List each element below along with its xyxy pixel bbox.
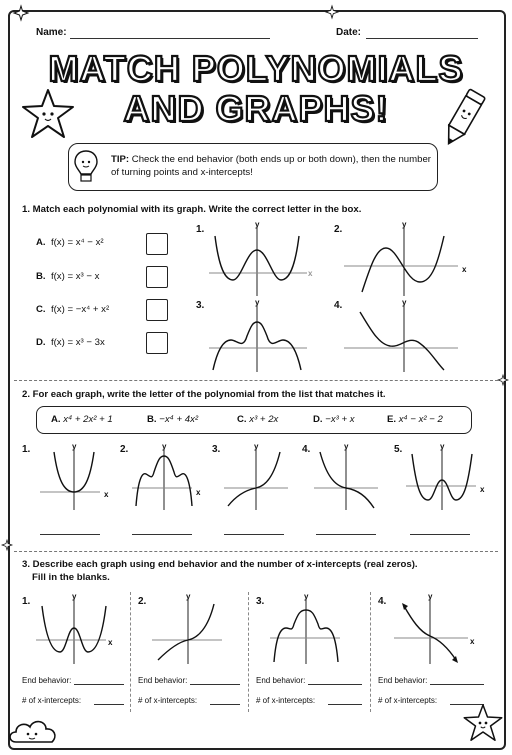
graph-s2-1 [38, 440, 114, 512]
option-b [147, 414, 198, 425]
y-axis-label: y [402, 298, 407, 307]
item-letter: A. [36, 237, 46, 248]
end-behavior-label: End behavior: [22, 676, 72, 685]
column-divider [370, 592, 371, 712]
answer-line[interactable] [40, 534, 100, 535]
item-d [36, 337, 105, 348]
intercepts-label: # of x-intercepts: [378, 696, 438, 705]
graph-number: 2. [334, 224, 343, 235]
y-axis-label: y [255, 298, 260, 307]
option-expr: x⁴ − x² − 2 [398, 414, 443, 425]
graph-s3-2 [150, 590, 236, 668]
item-expr: f(x) = x⁴ − x² [50, 237, 104, 248]
y-axis-label: y [72, 592, 77, 601]
section2-heading: 2. For each graph, write the letter of the polynomial from the list that matches it. [22, 389, 386, 400]
y-axis-label: y [186, 592, 191, 601]
intercepts-label: # of x-intercepts: [256, 696, 316, 705]
graph-2 [340, 218, 470, 298]
option-c [237, 414, 278, 425]
date-label: Date: [336, 27, 362, 38]
intercepts-label: # of x-intercepts: [138, 696, 198, 705]
intercepts-field[interactable] [328, 704, 362, 705]
title-line-1: MATCH POLYNOMIALS [48, 48, 464, 89]
answer-line[interactable] [224, 534, 284, 535]
item-letter: D. [36, 337, 46, 348]
y-axis-label: y [344, 442, 349, 451]
tip-label: TIP: [111, 154, 130, 165]
graph-number: 2. [120, 444, 129, 455]
graph-s2-4 [312, 440, 388, 512]
graph-number: 1. [22, 444, 31, 455]
graph-3 [205, 296, 315, 376]
answer-box-d[interactable] [146, 332, 168, 354]
y-axis-label: y [162, 442, 167, 451]
option-expr: x⁴ + 2x² + 1 [63, 414, 113, 425]
graph-4 [340, 296, 470, 376]
answer-line[interactable] [410, 534, 470, 535]
option-e [387, 414, 443, 425]
end-behavior-field[interactable] [74, 684, 124, 685]
item-b [36, 271, 99, 282]
answer-line[interactable] [132, 534, 192, 535]
option-d [313, 414, 355, 425]
end-behavior-label: End behavior: [378, 676, 428, 685]
graph-1 [205, 218, 315, 298]
tip-text: Check the end behavior (both ends up or both down), then the number of turning points and x-intercepts! [111, 154, 431, 178]
x-axis-label: x [470, 637, 475, 646]
graph-number: 3. [196, 300, 205, 311]
x-axis-label: x [196, 488, 201, 497]
graph-number: 4. [334, 300, 343, 311]
graph-s3-1 [34, 590, 120, 668]
tip-box [68, 143, 438, 191]
name-field[interactable] [70, 38, 270, 39]
y-axis-label: y [255, 220, 260, 229]
option-letter: E. [387, 414, 397, 425]
x-axis-label: x [308, 269, 313, 278]
option-a [51, 414, 113, 425]
item-letter: C. [36, 304, 46, 315]
x-axis-label: x [480, 485, 485, 494]
end-behavior-field[interactable] [190, 684, 240, 685]
column-divider [130, 592, 131, 712]
star-decoration-icon [326, 6, 338, 18]
y-axis-label: y [440, 442, 445, 451]
y-axis-label: y [428, 592, 433, 601]
graph-s3-4 [390, 590, 486, 668]
graph-number: 4. [378, 596, 387, 607]
graph-number: 4. [302, 444, 311, 455]
item-c [36, 304, 109, 315]
intercepts-label: # of x-intercepts: [22, 696, 82, 705]
star-mascot-icon [462, 702, 504, 744]
y-axis-label: y [402, 220, 407, 229]
option-expr: −x³ + x [325, 414, 355, 425]
graph-number: 1. [196, 224, 205, 235]
title-line-2: AND GRAPHS! [123, 88, 389, 129]
end-behavior-field[interactable] [430, 684, 484, 685]
x-axis-label: x [108, 638, 113, 647]
x-axis-label: x [104, 490, 109, 499]
graph-s2-2 [130, 440, 206, 512]
answer-line[interactable] [316, 534, 376, 535]
lightbulb-icon [73, 148, 99, 186]
y-axis-label: y [72, 442, 77, 451]
options-box [36, 406, 472, 434]
section3-heading-2: Fill in the blanks. [32, 572, 110, 583]
section-divider [14, 551, 498, 552]
option-letter: D. [313, 414, 323, 425]
option-letter: C. [237, 414, 247, 425]
answer-box-b[interactable] [146, 266, 168, 288]
date-field[interactable] [366, 38, 478, 39]
intercepts-field[interactable] [94, 704, 124, 705]
item-expr: f(x) = x³ − 3x [50, 337, 105, 348]
pencil-mascot-icon [436, 86, 492, 152]
star-decoration-icon [14, 6, 28, 20]
item-expr: f(x) = x³ − x [50, 271, 100, 282]
star-decoration-icon [498, 375, 508, 385]
graph-s2-3 [222, 440, 298, 512]
end-behavior-label: End behavior: [256, 676, 306, 685]
item-expr: f(x) = −x⁴ + x² [50, 304, 110, 315]
graph-number: 5. [394, 444, 403, 455]
section-divider [14, 380, 498, 381]
answer-box-c[interactable] [146, 299, 168, 321]
section3-heading-1: 3. Describe each graph using end behavior and the number of x-intercepts (real zeros). [22, 559, 418, 570]
item-a [36, 237, 104, 248]
graph-number: 1. [22, 596, 31, 607]
option-letter: B. [147, 414, 157, 425]
option-letter: A. [51, 414, 61, 425]
y-axis-label: y [254, 442, 259, 451]
star-mascot-icon [20, 88, 76, 140]
column-divider [248, 592, 249, 712]
x-axis-label: x [462, 265, 467, 274]
graph-number: 3. [212, 444, 221, 455]
graph-number: 2. [138, 596, 147, 607]
name-label: Name: [36, 27, 67, 38]
end-behavior-field[interactable] [308, 684, 362, 685]
intercepts-field[interactable] [210, 704, 240, 705]
graph-s3-3 [268, 590, 354, 668]
cloud-mascot-icon [6, 714, 60, 746]
answer-box-a[interactable] [146, 233, 168, 255]
graph-s2-5 [404, 440, 490, 512]
end-behavior-label: End behavior: [138, 676, 188, 685]
item-letter: B. [36, 271, 46, 282]
option-expr: x³ + 2x [249, 414, 279, 425]
y-axis-label: y [304, 592, 309, 601]
section1-heading: 1. Match each polynomial with its graph. Write the correct letter in the box. [22, 204, 362, 215]
star-decoration-icon [2, 540, 12, 550]
option-expr: −x⁴ + 4x² [159, 414, 199, 425]
graph-number: 3. [256, 596, 265, 607]
